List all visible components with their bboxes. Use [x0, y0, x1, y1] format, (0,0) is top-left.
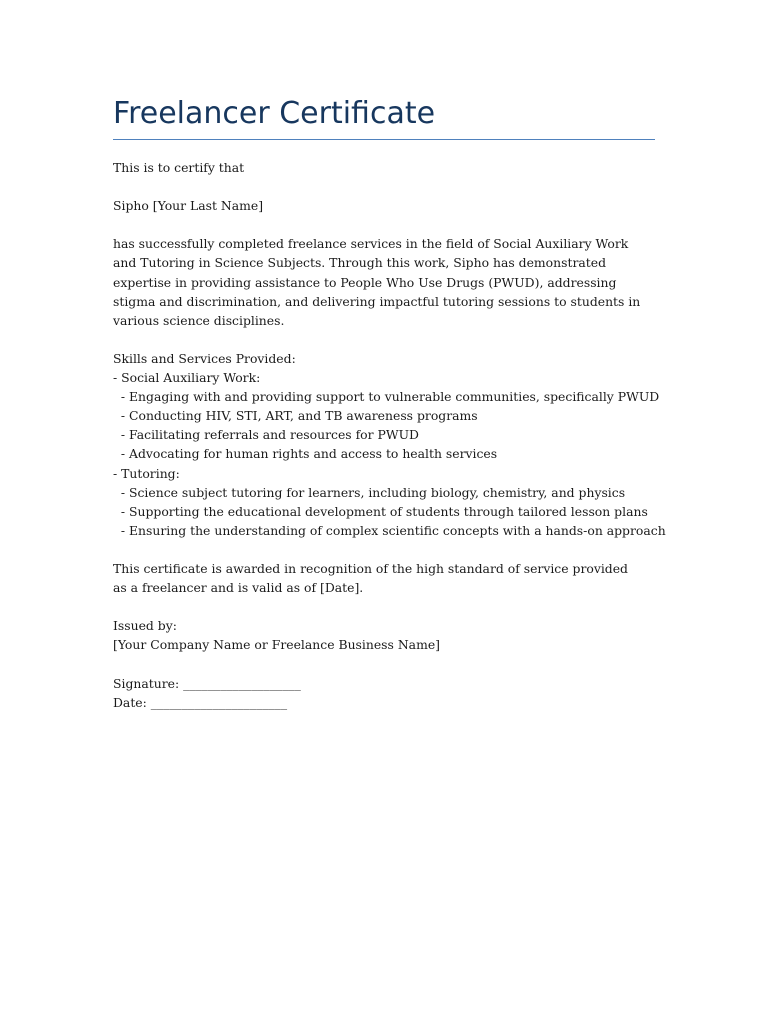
list-item: - Engaging with and providing support to vulnerable communities, specifically PWUD — [113, 389, 660, 405]
signature-section — [113, 674, 643, 712]
list-item: - Conducting HIV, STI, ART, and TB awareness programs — [113, 408, 478, 424]
issuer-section — [113, 616, 643, 654]
list-item: - Science subject tutoring for learners, including biology, chemistry, and physics — [113, 484, 626, 500]
document-body — [113, 158, 666, 731]
issued-by-label: Issued by: — [113, 618, 177, 634]
title-underline — [113, 139, 655, 140]
document-title: Freelancer Certificate — [113, 96, 436, 131]
document-page — [113, 0, 666, 1024]
list-item: - Ensuring the understanding of complex scientific concepts with a hands-on approach — [113, 522, 666, 538]
signature-line: Signature: ___________________ — [113, 675, 301, 691]
issuer-name: [Your Company Name or Freelance Business Name] — [113, 637, 440, 653]
recognition-paragraph: This certificate is awarded in recognition of the high standard of service provided as a freelancer and is valid as of [Date]. — [113, 560, 628, 596]
recipient-name: Sipho [Your Last Name] — [113, 198, 264, 214]
list-item: - Advocating for human rights and access to health services — [113, 446, 498, 462]
list-item: - Facilitating referrals and resources for PWUD — [113, 427, 419, 443]
description-paragraph: has successfully completed freelance services in the field of Social Auxiliary Work and Tutoring in Science Subjects. Through this work, Sipho has demonstrated expertise in providing assistance to People Who Use Drugs (PWUD), addressing stigma and discrimination, and delivering impactful tutoring sessions to students in various science disciplines. — [113, 236, 641, 328]
skills-section — [113, 349, 666, 540]
intro-text: This is to certify that — [113, 160, 245, 175]
tutoring-heading: - Tutoring: — [113, 465, 180, 481]
social-work-heading: - Social Auxiliary Work: — [113, 370, 261, 386]
list-item: - Supporting the educational development of students through tailored lesson plans — [113, 503, 648, 519]
date-line: Date: ______________________ — [113, 694, 288, 710]
skills-heading: Skills and Services Provided: — [113, 350, 296, 366]
